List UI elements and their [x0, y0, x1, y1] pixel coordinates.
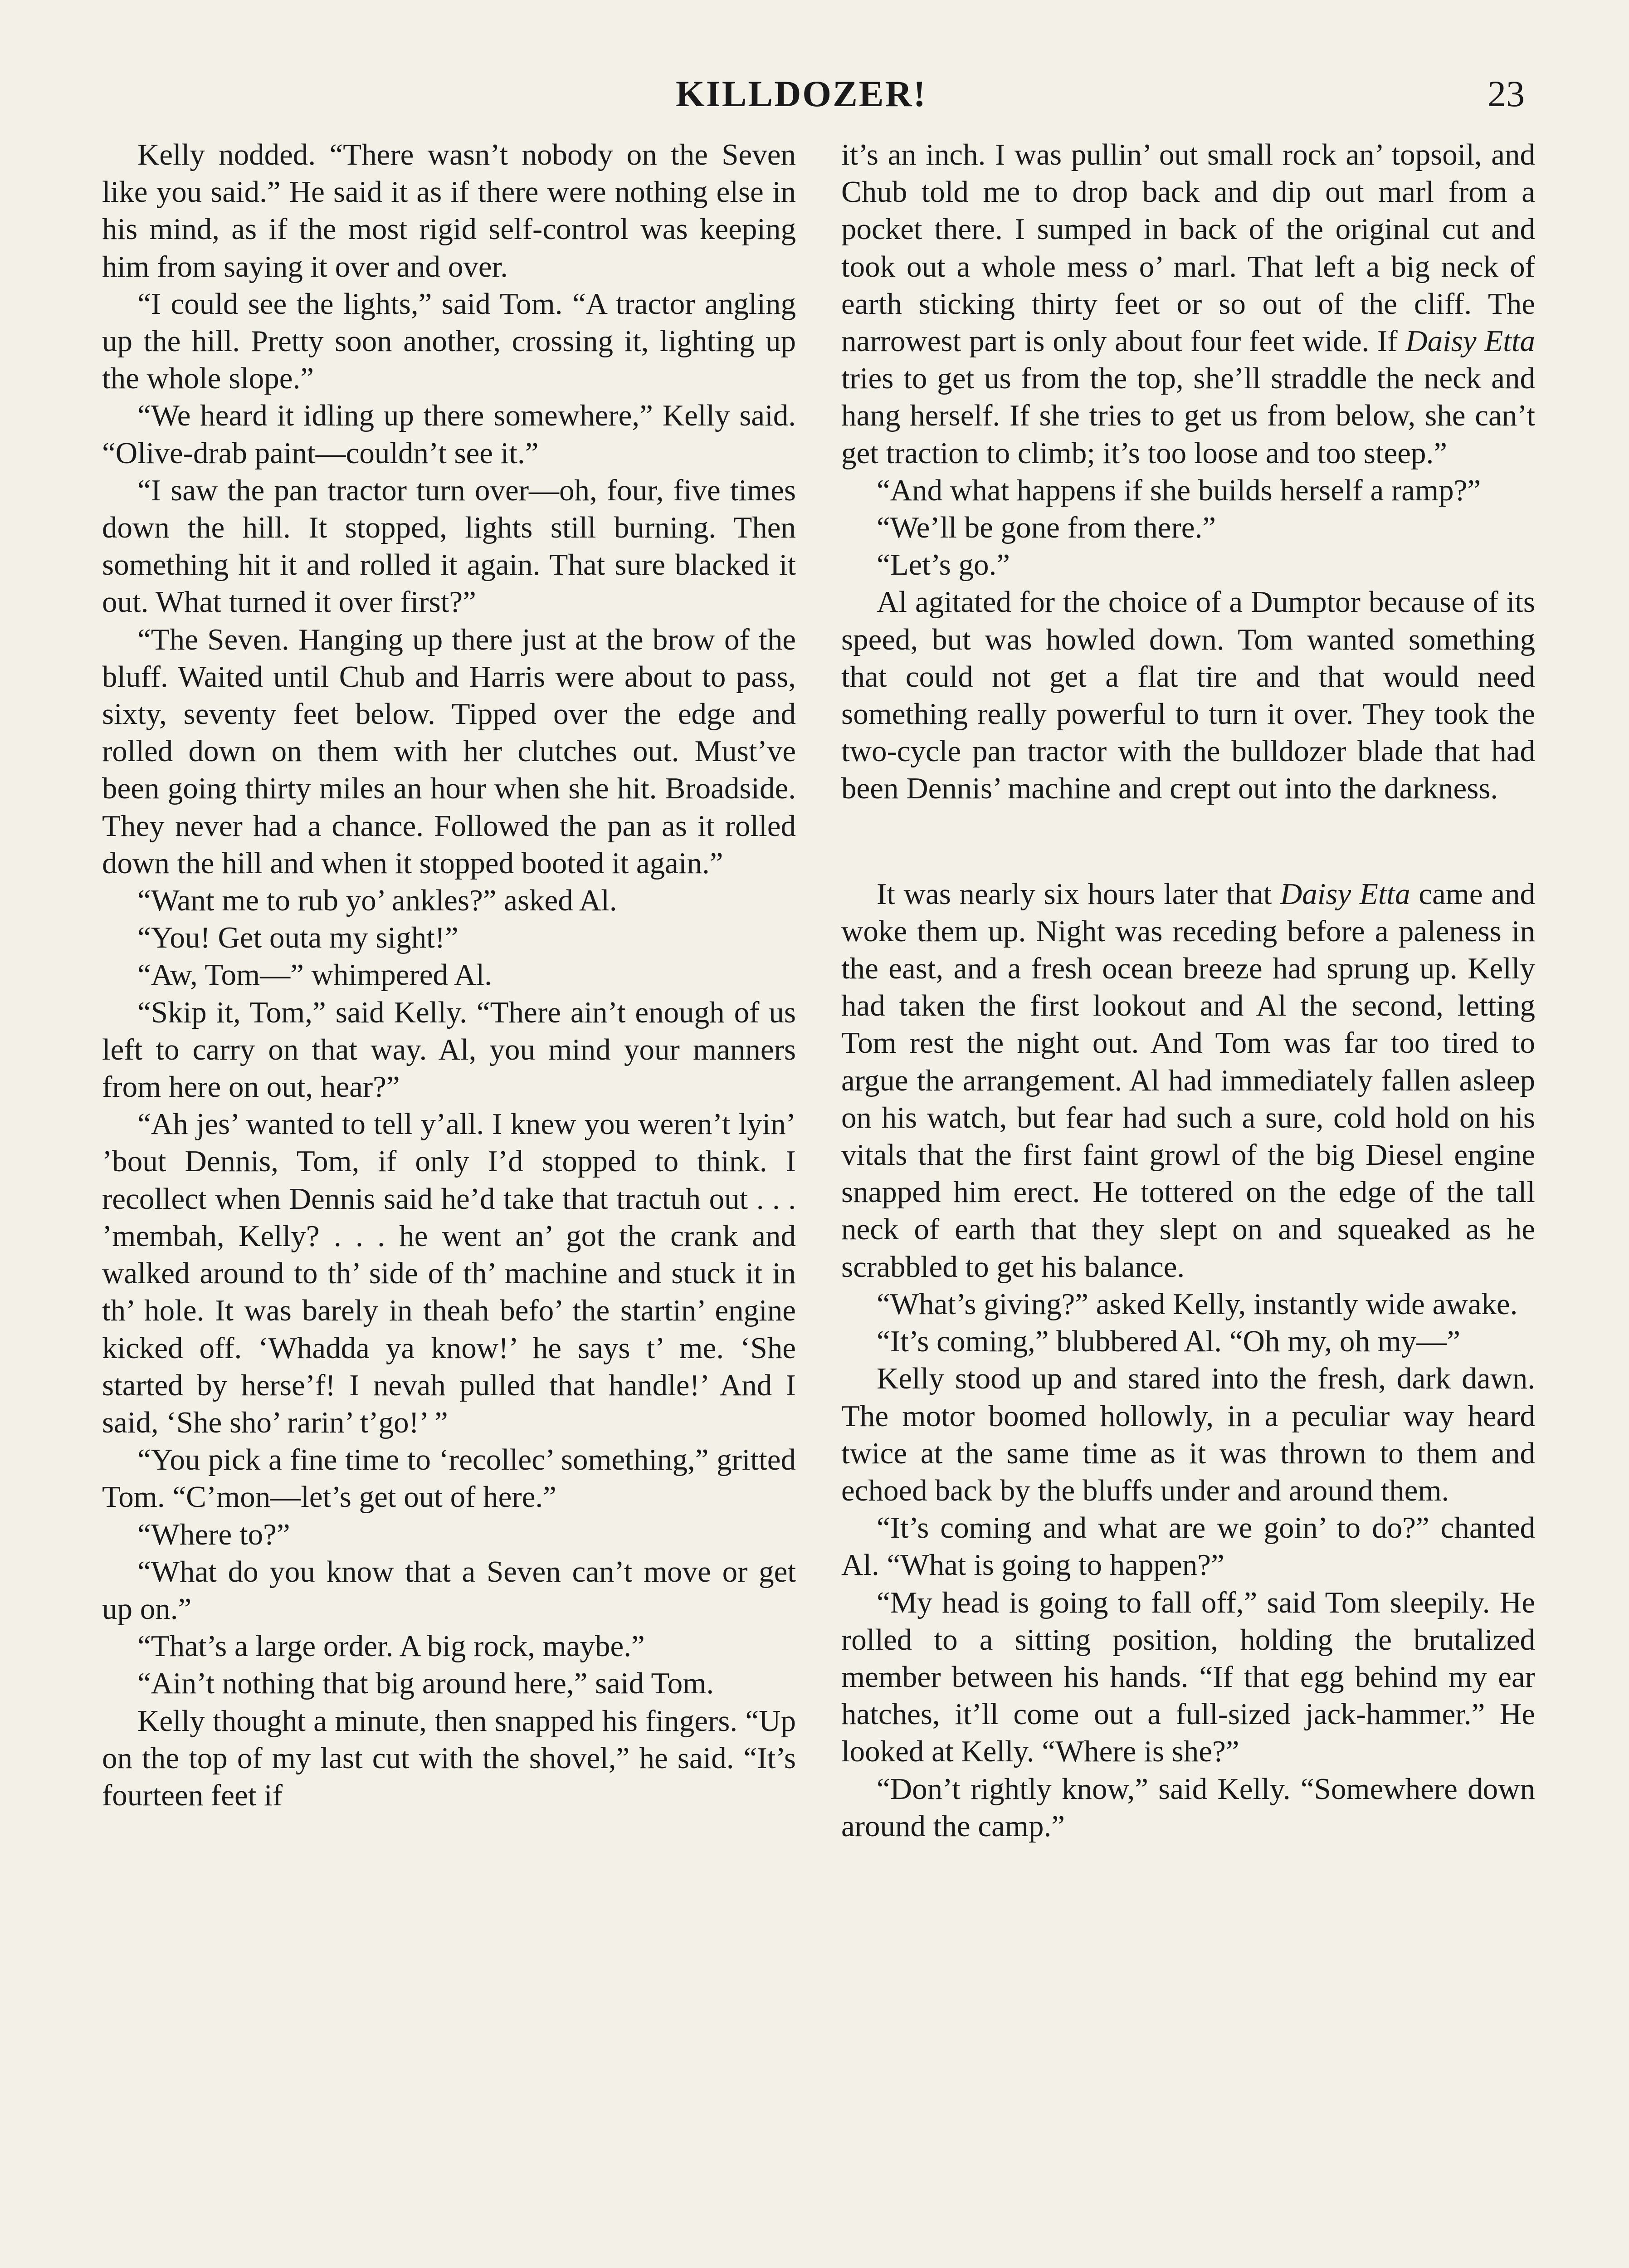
italic-title: Daisy Etta: [1405, 324, 1536, 358]
paragraph: “Don’t rightly know,” said Kelly. “Somewhere down around the camp.”: [841, 1772, 1535, 1843]
paragraph: “You! Get outa my sight!”: [137, 921, 458, 955]
paragraph: “And what happens if she builds herself a ramp?”: [877, 473, 1481, 507]
paragraph: “Where to?”: [137, 1517, 290, 1551]
paragraph: “Aw, Tom—” whimpered Al.: [137, 958, 492, 992]
paragraph: Kelly stood up and stared into the fresh, dark dawn. The motor boomed hollowly, in a peculiar way heard twice at the same time as it was thrown to them and echoed back by the bluffs under and around them.: [841, 1362, 1535, 1507]
paragraph: “That’s a large order. A big rock, maybe.”: [137, 1629, 645, 1663]
paragraph: Kelly nodded. “There wasn’t nobody on the Seven like you said.” He said it as if there were nothing else in his mind, as if the most rigid self-control was keeping him from saying it over and over.: [102, 138, 796, 284]
paragraph: “Skip it, Tom,” said Kelly. “There ain’t enough of us left to carry on that way. Al, you mind your manners from here on out, hear?”: [102, 995, 796, 1104]
paragraph: “What’s giving?” asked Kelly, instantly wide awake.: [877, 1287, 1518, 1321]
paragraph: Kelly thought a minute, then snapped his fingers. “Up on the top of my last cut with the shovel,” he said. “It’s fourteen feet if: [102, 1704, 796, 1812]
paragraph: “Ain’t nothing that big around here,” said Tom.: [137, 1667, 714, 1701]
section-start-paragraph: [841, 875, 1535, 1286]
paragraph: “It’s coming and what are we goin’ to do?” chanted Al. “What is going to happen?”: [841, 1511, 1535, 1582]
continued-paragraph: [841, 136, 1535, 472]
paragraph: “Ah jes’ wanted to tell y’all. I knew you weren’t lyin’ ’bout Dennis, Tom, if only I’d stopped to think. I recollect when Dennis said he’d take that tractuh out . . . ’membah, Kelly? . . . he went an’ got the crank and walked around to th’ side of th’ machine and stuck it in th’ hole. It was barely in theah befo’ the startin’ engine kicked off. ‘Whadda ya know!’ he says t’ me. ‘She started by herse’f! I nevah pulled that handle!’ And I said, ‘She sho’ rarin’ t’go!’ ”: [102, 1107, 796, 1439]
paragraph: “We heard it idling up there somewhere,” Kelly said. “Olive-drab paint—couldn’t see it.”: [102, 399, 796, 470]
text-span: tries to get us from the top, she’ll straddle the neck and hang herself. If she tries to get us from below, she can’t get traction to climb; it’s too loose and too steep.”: [841, 362, 1535, 470]
text-span: It was nearly six hours later that: [877, 877, 1272, 911]
paragraph: “What do you know that a Seven can’t move or get up on.”: [102, 1554, 796, 1626]
text-span: it’s an inch. I was pullin’ out small rock an’ topsoil, and Chub told me to drop back and dip out marl from a pocket there. I sumped in back of the original cut and took out a whole mess o’ marl. That left a big neck of earth sticking thirty feet or so out of the cliff. The narrowest part is only about four feet wide. If: [841, 138, 1535, 358]
left-column: [102, 136, 796, 1814]
paragraph: “You pick a fine time to ‘recollec’ something,” gritted Tom. “C’mon—let’s get out of here.”: [102, 1443, 796, 1514]
page-number: 23: [1488, 73, 1525, 114]
text-span: came and woke them up. Night was receding before a paleness in the east, and a fresh ocean breeze had sprung up. Kelly had taken the first lookout and Al the second, letting Tom rest the night out. And Tom was far too tired to argue the arrangement. Al had immediately fallen asleep on his watch, but fear had such a sure, cold hold on his vitals that the first faint growl of the big Diesel engine snapped him erect. He tottered on the edge of the tall neck of earth that they slept on and squeaked as he scrabbled to get his balance.: [841, 877, 1535, 1284]
right-column: [841, 136, 1535, 1845]
paragraph: “We’ll be gone from there.”: [877, 511, 1216, 545]
paragraph: “It’s coming,” blubbered Al. “Oh my, oh my—”: [877, 1325, 1461, 1359]
italic-title: Daisy Etta: [1280, 877, 1410, 911]
running-head: KILLDOZER!: [676, 73, 927, 114]
paragraph: “My head is going to fall off,” said Tom sleepily. He rolled to a sitting position, holding the brutalized member between his hands. “If that egg behind my ear hatches, it’ll come out a full-sized jack-hammer.” He looked at Kelly. “Where is she?”: [841, 1585, 1535, 1769]
paragraph: “I could see the lights,” said Tom. “A tractor angling up the hill. Pretty soon another, crossing it, lighting up the whole slope.”: [102, 287, 796, 396]
paragraph: “I saw the pan tractor turn over—oh, four, five times down the hill. It stopped, lights still burning. Then something hit it and rolled it again. That sure blacked it out. What turned it over first?”: [102, 473, 796, 619]
paragraph: “Let’s go.”: [877, 548, 1010, 582]
paragraph: “The Seven. Hanging up there just at the brow of the bluff. Waited until Chub and Harris were about to pass, sixty, seventy feet below. Tipped over the edge and rolled down on them with her clutches out. Must’ve been going thirty miles an hour when she hit. Broadside. They never had a chance. Followed the pan as it rolled down the hill and when it stopped booted it again.”: [102, 622, 796, 880]
paragraph: Al agitated for the choice of a Dumptor because of its speed, but was howled down. Tom wanted something that could not get a flat tire and that would need something really powerful to turn it over. They took the two-cycle pan tractor with the bulldozer blade that had been Dennis’ machine and crept out into the darkness.: [841, 585, 1535, 806]
paragraph: “Want me to rub yo’ ankles?” asked Al.: [137, 884, 617, 918]
